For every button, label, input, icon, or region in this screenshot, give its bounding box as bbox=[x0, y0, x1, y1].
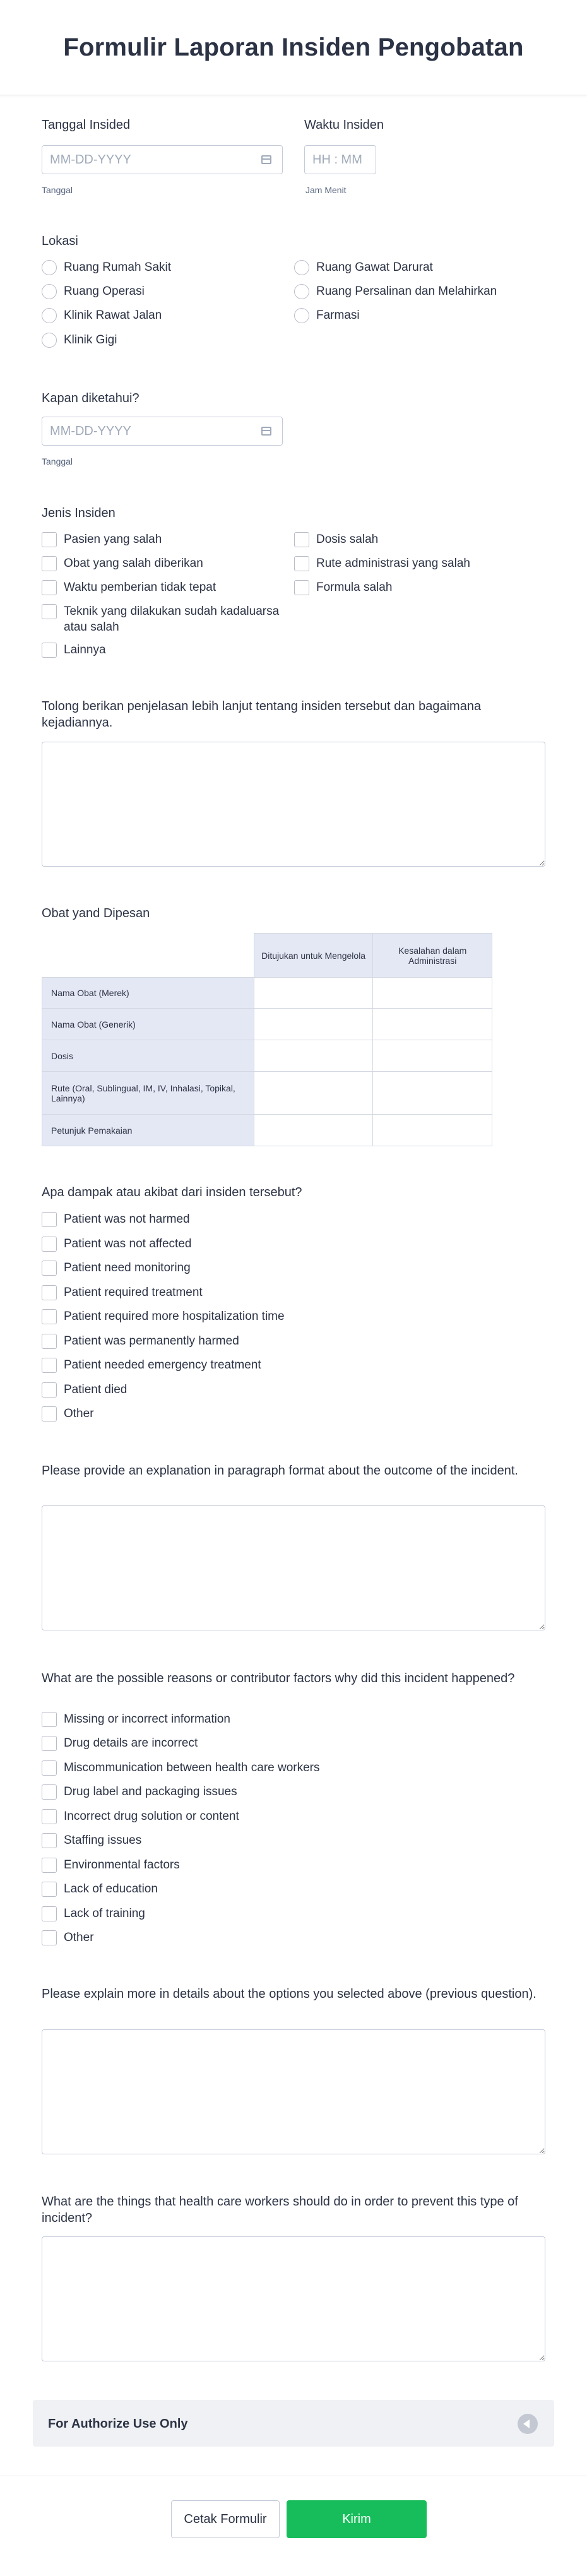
location-option[interactable] bbox=[42, 260, 171, 276]
option-text: Patient was not affected bbox=[64, 1237, 192, 1250]
matrix-cell[interactable] bbox=[373, 1040, 492, 1072]
option-text: Drug details are incorrect bbox=[64, 1736, 198, 1750]
option-text: Farmasi bbox=[316, 309, 360, 322]
reasons-detail-textarea[interactable] bbox=[42, 2029, 545, 2154]
impact-option[interactable] bbox=[42, 1406, 94, 1422]
reason-option[interactable] bbox=[42, 1712, 230, 1728]
known-date-input[interactable] bbox=[42, 417, 283, 446]
form-header bbox=[0, 0, 587, 95]
prevention-label: What are the things that health care workers should do in order to prevent this type of incident? bbox=[42, 2195, 518, 2225]
explanation-label: Tolong berikan penjelasan lebih lanjut tentang insiden tersebut dan bagaimana kejadiannya. bbox=[42, 699, 482, 730]
matrix-cell[interactable] bbox=[373, 1072, 492, 1115]
option-text: Miscommunication between health care workers bbox=[64, 1761, 320, 1774]
known-date-label: Kapan diketahui? bbox=[42, 391, 139, 405]
radio-button[interactable] bbox=[42, 284, 57, 299]
calendar-icon[interactable] bbox=[261, 155, 271, 164]
checkbox[interactable] bbox=[42, 1285, 57, 1300]
reason-option[interactable] bbox=[42, 1760, 320, 1776]
matrix-corner bbox=[42, 934, 254, 978]
checkbox[interactable] bbox=[42, 1882, 57, 1897]
reason-option[interactable] bbox=[42, 1906, 145, 1922]
radio-button[interactable] bbox=[42, 333, 57, 348]
reason-option[interactable] bbox=[42, 1736, 198, 1752]
option-text: Obat yang salah diberikan bbox=[64, 557, 203, 570]
submit-button[interactable]: Kirim bbox=[287, 2500, 427, 2538]
print-form-button[interactable]: Cetak Formulir bbox=[171, 2500, 280, 2538]
checkbox[interactable] bbox=[294, 532, 309, 547]
checkbox[interactable] bbox=[42, 1382, 57, 1398]
checkbox[interactable] bbox=[42, 556, 57, 571]
checkbox[interactable] bbox=[294, 580, 309, 595]
location-option[interactable] bbox=[42, 308, 162, 324]
impact-option[interactable] bbox=[42, 1237, 191, 1252]
outcome-textarea[interactable] bbox=[42, 1505, 545, 1630]
option-text: Lainnya bbox=[64, 643, 106, 656]
option-text: Lack of education bbox=[64, 1882, 158, 1896]
drug-matrix-table bbox=[42, 933, 492, 1146]
checkbox[interactable] bbox=[42, 604, 57, 619]
explanation-textarea[interactable] bbox=[42, 742, 545, 867]
matrix-row-header: Petunjuk Pemakaian bbox=[42, 1115, 254, 1146]
option-text: Ruang Persalinan dan Melahirkan bbox=[316, 285, 497, 298]
location-option[interactable] bbox=[294, 284, 497, 300]
option-text: Incorrect drug solution or content bbox=[64, 1810, 239, 1823]
matrix-cell[interactable] bbox=[373, 978, 492, 1009]
incident-type-option[interactable] bbox=[294, 532, 378, 548]
option-text: Ruang Operasi bbox=[64, 285, 145, 298]
matrix-row-header: Dosis bbox=[42, 1040, 254, 1072]
option-text: Lack of training bbox=[64, 1907, 145, 1920]
checkbox[interactable] bbox=[42, 1334, 57, 1349]
reason-option[interactable] bbox=[42, 1784, 237, 1800]
location-option[interactable] bbox=[294, 260, 433, 276]
incident-date-sublabel: Tanggal bbox=[42, 185, 73, 195]
matrix-cell[interactable] bbox=[373, 1009, 492, 1040]
matrix-cell[interactable] bbox=[254, 1009, 373, 1040]
checkbox[interactable] bbox=[42, 643, 57, 658]
impact-option[interactable] bbox=[42, 1309, 285, 1325]
radio-button[interactable] bbox=[294, 308, 309, 323]
known-date-sublabel: Tanggal bbox=[42, 456, 73, 466]
matrix-cell[interactable] bbox=[373, 1115, 492, 1146]
location-option[interactable] bbox=[42, 333, 117, 348]
location-option[interactable] bbox=[42, 284, 145, 300]
checkbox[interactable] bbox=[42, 1809, 57, 1824]
matrix-row-header: Nama Obat (Merek) bbox=[42, 978, 254, 1009]
matrix-cell[interactable] bbox=[254, 978, 373, 1009]
checkbox[interactable] bbox=[42, 532, 57, 547]
option-text: Formula salah bbox=[316, 581, 393, 594]
incident-type-option[interactable] bbox=[42, 604, 294, 635]
option-text: Teknik yang dilakukan sudah kadaluarsa atau salah bbox=[64, 605, 280, 634]
checkbox[interactable] bbox=[42, 1736, 57, 1751]
option-text: Pasien yang salah bbox=[64, 533, 162, 546]
incident-type-label: Jenis Insiden bbox=[42, 506, 116, 520]
incident-date-input[interactable] bbox=[42, 145, 283, 174]
impact-option[interactable] bbox=[42, 1261, 191, 1276]
incident-type-option[interactable] bbox=[42, 556, 203, 572]
incident-time-input[interactable] bbox=[304, 145, 376, 174]
checkbox[interactable] bbox=[42, 1212, 57, 1227]
authorized-use-collapse[interactable] bbox=[33, 2400, 554, 2447]
option-text: Missing or incorrect information bbox=[64, 1712, 230, 1726]
reasons-detail-label: Please explain more in details about the options you selected above (previous question). bbox=[42, 1987, 537, 2001]
checkbox[interactable] bbox=[42, 1784, 57, 1800]
impact-option[interactable] bbox=[42, 1334, 239, 1350]
option-text: Drug label and packaging issues bbox=[64, 1785, 237, 1798]
option-text: Patient required more hospitalization time bbox=[64, 1310, 285, 1323]
radio-button[interactable] bbox=[294, 260, 309, 275]
matrix-row-header: Nama Obat (Generik) bbox=[42, 1009, 254, 1040]
option-text: Waktu pemberian tidak tepat bbox=[64, 581, 216, 594]
form-title: Formulir Laporan Insiden Pengobatan bbox=[63, 33, 524, 61]
checkbox[interactable] bbox=[42, 1833, 57, 1848]
matrix-cell[interactable] bbox=[254, 1072, 373, 1115]
reason-option[interactable] bbox=[42, 1858, 180, 1873]
impact-option[interactable] bbox=[42, 1285, 203, 1301]
incident-type-option[interactable] bbox=[42, 532, 162, 548]
checkbox[interactable] bbox=[42, 1930, 57, 1945]
matrix-cell[interactable] bbox=[254, 1115, 373, 1146]
option-text: Patient needed emergency treatment bbox=[64, 1358, 261, 1372]
option-text: Klinik Gigi bbox=[64, 333, 117, 347]
radio-button[interactable] bbox=[42, 260, 57, 275]
drug-matrix-label: Obat yand Dipesan bbox=[42, 906, 150, 920]
checkbox[interactable] bbox=[42, 1712, 57, 1727]
matrix-column-header: Kesalahan dalam Administrasi bbox=[373, 934, 492, 978]
option-text: Dosis salah bbox=[316, 533, 379, 546]
option-text: Patient was not harmed bbox=[64, 1213, 190, 1226]
matrix-column-header: Ditujukan untuk Mengelola bbox=[254, 934, 373, 978]
calendar-icon[interactable] bbox=[261, 427, 271, 436]
impact-option[interactable] bbox=[42, 1212, 190, 1228]
option-text: Klinik Rawat Jalan bbox=[64, 309, 162, 322]
checkbox[interactable] bbox=[294, 556, 309, 571]
reason-option[interactable] bbox=[42, 1809, 239, 1825]
option-text: Patient died bbox=[64, 1383, 127, 1396]
collapse-arrow-icon[interactable] bbox=[518, 2414, 538, 2434]
option-text: Ruang Gawat Darurat bbox=[316, 261, 433, 274]
reason-option[interactable] bbox=[42, 1833, 141, 1849]
checkbox[interactable] bbox=[42, 1261, 57, 1276]
prevention-textarea[interactable] bbox=[42, 2236, 545, 2361]
option-text: Patient required treatment bbox=[64, 1286, 203, 1299]
reason-option[interactable] bbox=[42, 1882, 158, 1897]
reason-option[interactable] bbox=[42, 1930, 94, 1946]
incident-type-option[interactable] bbox=[294, 580, 392, 596]
outcome-label: Please provide an explanation in paragraph format about the outcome of the incident. bbox=[42, 1464, 518, 1478]
option-text: Ruang Rumah Sakit bbox=[64, 261, 172, 274]
checkbox[interactable] bbox=[42, 1309, 57, 1324]
radio-button[interactable] bbox=[294, 284, 309, 299]
collapse-title: For Authorize Use Only bbox=[48, 2417, 188, 2431]
incident-time-sublabel: Jam Menit bbox=[305, 185, 347, 195]
option-text: Environmental factors bbox=[64, 1858, 180, 1872]
impact-label: Apa dampak atau akibat dari insiden tersebut? bbox=[42, 1185, 302, 1199]
checkbox[interactable] bbox=[42, 1858, 57, 1873]
impact-option[interactable] bbox=[42, 1358, 261, 1374]
matrix-cell[interactable] bbox=[254, 1040, 373, 1072]
location-option[interactable] bbox=[294, 308, 360, 324]
incident-type-option[interactable] bbox=[42, 580, 216, 596]
option-text: Other bbox=[64, 1407, 94, 1420]
checkbox[interactable] bbox=[42, 580, 57, 595]
location-label: Lokasi bbox=[42, 234, 78, 248]
option-text: Patient need monitoring bbox=[64, 1261, 191, 1274]
incident-date-label: Tanggal Insided bbox=[42, 118, 131, 132]
matrix-row-header: Rute (Oral, Sublingual, IM, IV, Inhalasi, Topikal, Lainnya) bbox=[42, 1072, 254, 1115]
incident-type-option[interactable] bbox=[294, 556, 470, 572]
checkbox[interactable] bbox=[42, 1237, 57, 1252]
option-text: Rute administrasi yang salah bbox=[316, 557, 470, 570]
radio-button[interactable] bbox=[42, 308, 57, 323]
option-text: Patient was permanently harmed bbox=[64, 1334, 239, 1348]
incident-time-label: Waktu Insiden bbox=[304, 118, 384, 132]
checkbox[interactable] bbox=[42, 1358, 57, 1373]
option-text: Other bbox=[64, 1931, 94, 1944]
impact-option[interactable] bbox=[42, 1382, 127, 1398]
checkbox[interactable] bbox=[42, 1406, 57, 1422]
incident-type-option[interactable] bbox=[42, 643, 106, 658]
reasons-label: What are the possible reasons or contributor factors why did this incident happened? bbox=[42, 1671, 515, 1685]
checkbox[interactable] bbox=[42, 1760, 57, 1776]
option-text: Staffing issues bbox=[64, 1834, 142, 1847]
checkbox[interactable] bbox=[42, 1906, 57, 1921]
